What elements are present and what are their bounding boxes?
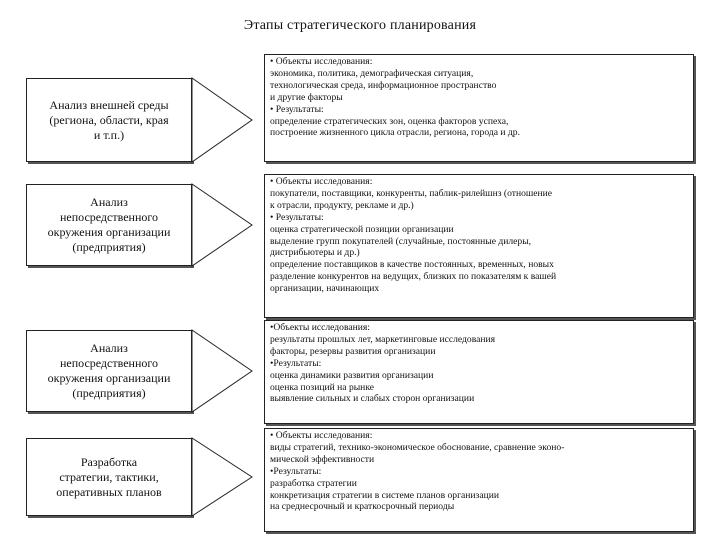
stage-box-external-analysis bbox=[26, 78, 192, 162]
detail-box-internal-environment bbox=[264, 320, 694, 424]
arrow-stage-1 bbox=[192, 78, 252, 162]
detail-line: разделение конкурентов на ведущих, близких по показателям к вашей bbox=[270, 271, 557, 283]
stage-box-internal-environment bbox=[26, 330, 192, 412]
detail-line: оценка динамики развития организации bbox=[270, 369, 434, 381]
detail-line: к отрасли, продукту, рекламе и др.) bbox=[270, 199, 414, 211]
detail-line: построение жизненного цикла отрасли, региона, города и др. bbox=[270, 127, 520, 139]
stage-label-line: Разработка bbox=[80, 454, 138, 469]
detail-box-external-analysis bbox=[264, 54, 694, 162]
stage-label-line: и т.п.) bbox=[93, 127, 125, 142]
detail-line: технологическая среда, информационное пространство bbox=[270, 79, 497, 91]
detail-line: •Результаты: bbox=[270, 357, 322, 369]
detail-line: экономика, политика, демографическая ситуация, bbox=[270, 67, 474, 79]
arrow-stage-2 bbox=[192, 184, 252, 266]
stage-label-line: стратегии, тактики, bbox=[59, 469, 159, 484]
detail-box-immediate-environment bbox=[264, 174, 694, 318]
detail-line: конкретизация стратегии в системе планов организации bbox=[270, 489, 500, 501]
stage-label-line: окружения организации bbox=[47, 371, 171, 385]
detail-line: виды стратегий, технико-экономическое обоснование, сравнение эконо- bbox=[270, 441, 565, 453]
stage-label-line: непосредственного bbox=[59, 356, 158, 370]
detail-line: оценка стратегической позиции организации bbox=[270, 223, 454, 235]
detail-line: • Объекты исследования: bbox=[270, 430, 373, 441]
detail-line: и другие факторы bbox=[270, 91, 343, 103]
stage-label-line: окружения организации bbox=[47, 225, 171, 239]
stage-label-line: (предприятия) bbox=[72, 240, 146, 254]
detail-box-strategy-development bbox=[264, 428, 694, 532]
detail-line: разработка стратегии bbox=[270, 477, 357, 489]
arrow-stage-3 bbox=[192, 330, 252, 412]
detail-line: определение поставщиков в качестве постоянных, временных, новых bbox=[270, 259, 554, 271]
detail-line: на среднесрочный и краткосрочный периоды bbox=[270, 501, 455, 513]
detail-line: организации, начинающих bbox=[270, 283, 380, 295]
stage-label-line: Анализ bbox=[90, 341, 128, 355]
stage-label-line: (предприятия) bbox=[72, 386, 146, 400]
stage-box-strategy-development bbox=[26, 438, 192, 516]
detail-line: факторы, резервы развития организации bbox=[270, 345, 436, 357]
detail-line: •Объекты исследования: bbox=[270, 322, 370, 333]
detail-line: • Объекты исследования: bbox=[270, 56, 373, 67]
detail-line: результаты прошлых лет, маркетинговые исследования bbox=[270, 333, 496, 345]
stage-label-line: Анализ bbox=[90, 195, 128, 209]
stage-box-immediate-environment bbox=[26, 184, 192, 266]
detail-line: •Результаты: bbox=[270, 465, 322, 477]
detail-line: • Результаты: bbox=[270, 211, 324, 223]
stage-label-line: Анализ внешней среды bbox=[49, 97, 169, 112]
arrow-stage-4 bbox=[192, 438, 252, 516]
detail-line: • Результаты: bbox=[270, 103, 324, 115]
detail-line: мической эффективности bbox=[270, 453, 375, 465]
detail-line: выделение групп покупателей (случайные, постоянные дилеры, bbox=[270, 235, 532, 247]
stage-label-line: непосредственного bbox=[59, 210, 158, 224]
detail-line: оценка позиций на рынке bbox=[270, 381, 374, 393]
detail-line: покупатели, поставщики, конкуренты, паблик-рилейшнз (отношение bbox=[270, 187, 553, 199]
detail-line: выявление сильных и слабых сторон организации bbox=[270, 393, 475, 405]
detail-line: дистрибьютеры и др.) bbox=[270, 247, 360, 259]
detail-line: определение стратегических зон, оценка факторов успеха, bbox=[270, 115, 509, 127]
stage-label-line: оперативных планов bbox=[56, 484, 162, 499]
stage-label-line: (региона, области, края bbox=[49, 112, 169, 127]
page-title: Этапы стратегического планирования bbox=[243, 18, 477, 33]
detail-line: • Объекты исследования: bbox=[270, 176, 373, 187]
